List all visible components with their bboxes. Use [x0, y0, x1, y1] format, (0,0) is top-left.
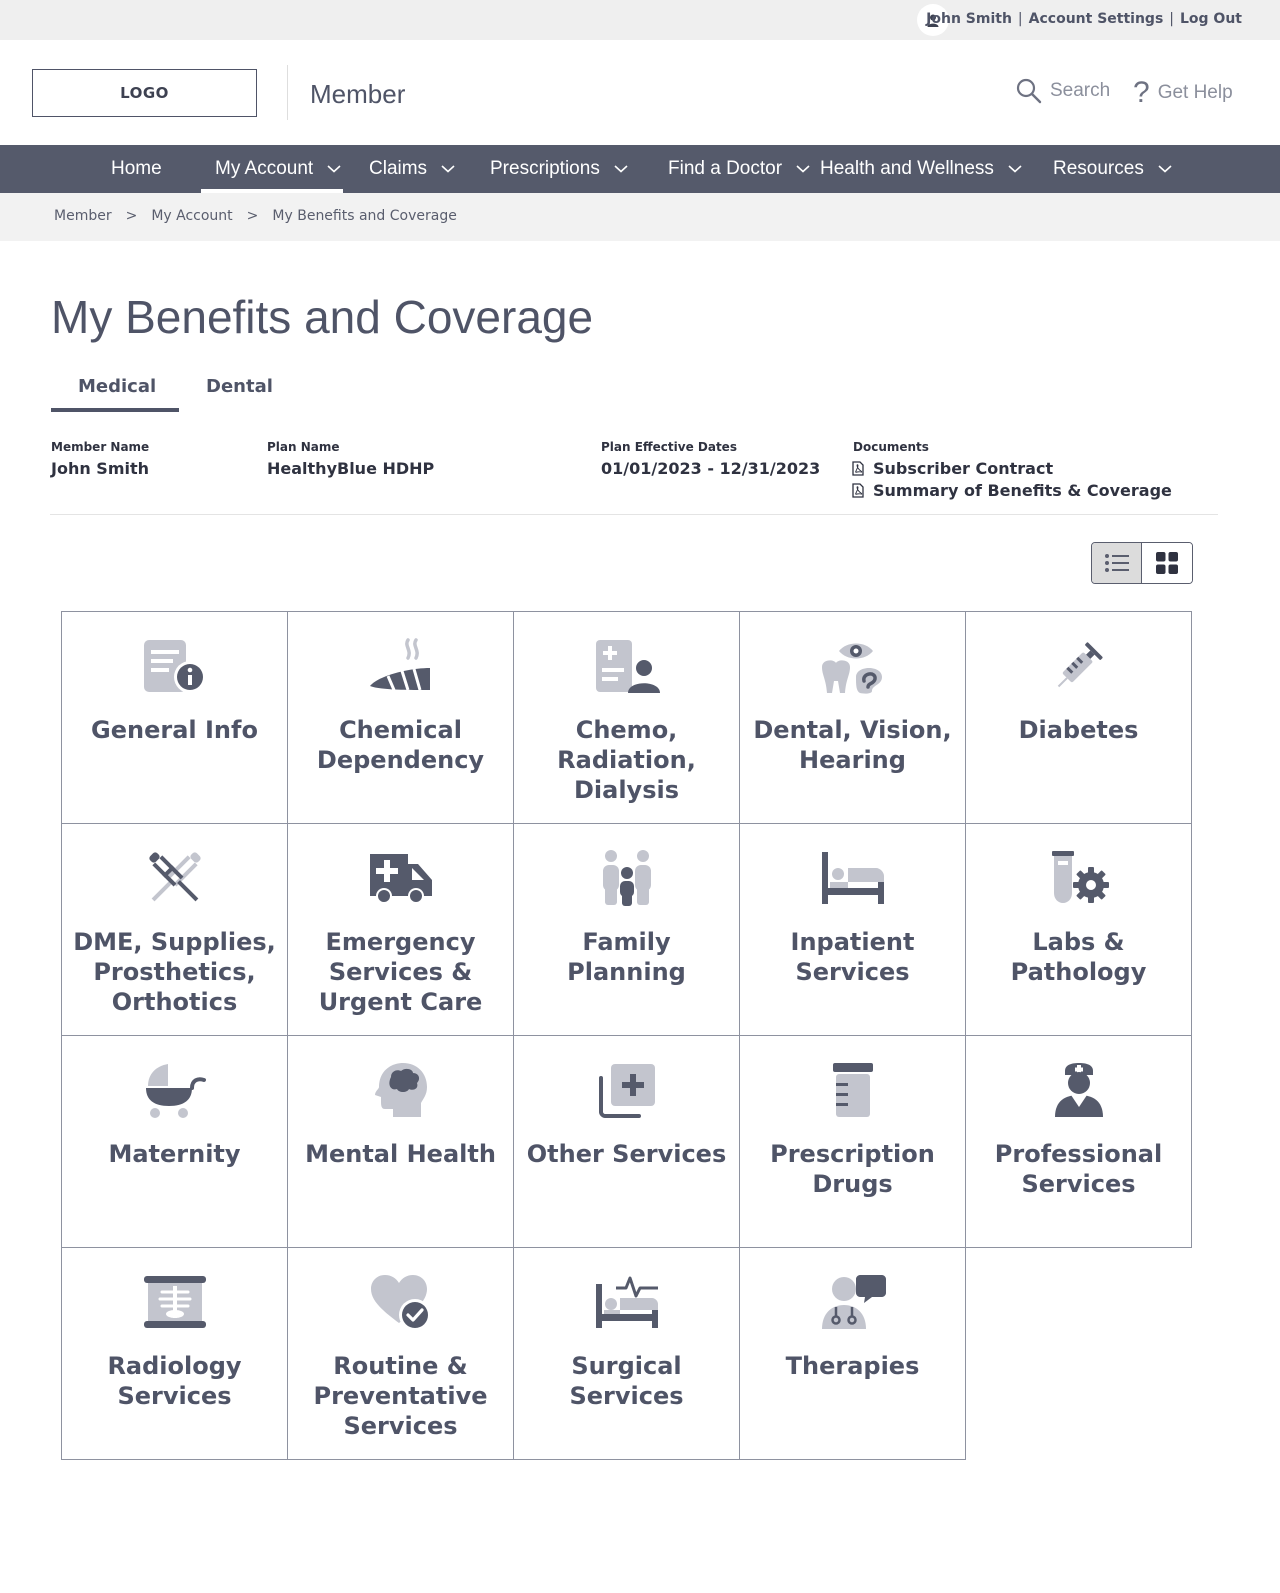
tile-radiology-services[interactable] — [61, 1247, 288, 1460]
documents-label: Documents — [853, 440, 929, 454]
breadcrumb-current: My Benefits and Coverage — [272, 208, 457, 224]
nav-claims[interactable] — [369, 145, 455, 193]
details-divider — [50, 514, 1218, 515]
plan-dates-value: 01/01/2023 - 12/31/2023 — [601, 459, 821, 478]
page-title: My Benefits and Coverage — [51, 291, 594, 343]
tile-label: Labs & Pathology — [1010, 928, 1147, 986]
chevron-down-icon — [1158, 165, 1172, 173]
tile-maternity[interactable] — [61, 1035, 288, 1248]
tile-other-services[interactable] — [513, 1035, 740, 1248]
baby-carriage-icon — [140, 1060, 210, 1120]
pdf-icon — [852, 461, 864, 476]
tile-label: Routine & Preventative Services — [313, 1352, 488, 1440]
nav-label: Prescriptions — [490, 158, 600, 179]
hospital-bed-icon — [818, 848, 888, 908]
nav-label: My Account — [215, 158, 314, 179]
stacked-plus-icon — [592, 1060, 662, 1120]
account-links — [926, 11, 1242, 27]
test-tube-gear-icon — [1044, 848, 1114, 908]
breadcrumb — [54, 208, 457, 224]
tile-chemo-radiation-dialysis[interactable] — [513, 611, 740, 824]
separator: | — [1169, 11, 1174, 27]
tile-label: Radiology Services — [107, 1352, 242, 1410]
breadcrumb-member[interactable]: Member — [54, 208, 112, 224]
account-settings-link[interactable]: Account Settings — [1028, 11, 1164, 27]
nav-prescriptions[interactable] — [490, 145, 628, 193]
family-icon — [592, 848, 662, 908]
plan-name-label: Plan Name — [267, 440, 340, 454]
chevron-down-icon — [441, 165, 455, 173]
tile-label: Diabetes — [1018, 716, 1139, 744]
tile-mental-health[interactable] — [287, 1035, 514, 1248]
plan-name-value: HealthyBlue HDHP — [267, 459, 435, 478]
xray-icon — [140, 1272, 210, 1332]
tile-surgical-services[interactable] — [513, 1247, 740, 1460]
nav-label: Home — [111, 158, 162, 179]
tile-therapies[interactable] — [739, 1247, 966, 1460]
help-button[interactable] — [1133, 78, 1233, 108]
search-button[interactable] — [1016, 78, 1110, 104]
tile-label: General Info — [91, 716, 258, 744]
subscriber-contract-link[interactable] — [852, 459, 1053, 478]
tile-prescription-drugs[interactable] — [739, 1035, 966, 1248]
breadcrumb-separator: > — [246, 208, 259, 224]
syringe-icon — [1044, 636, 1114, 696]
tile-label: Surgical Services — [569, 1352, 684, 1410]
tile-label: Therapies — [785, 1352, 920, 1380]
head-brain-icon — [366, 1060, 436, 1120]
help-label: Get Help — [1157, 82, 1233, 103]
chevron-down-icon — [1008, 165, 1022, 173]
nav-label: Resources — [1053, 158, 1144, 179]
list-view-button[interactable] — [1092, 543, 1142, 583]
document-label: Subscriber Contract — [873, 459, 1054, 478]
chevron-down-icon — [614, 165, 628, 173]
tile-general-info[interactable] — [61, 611, 288, 824]
tile-label: Family Planning — [567, 928, 686, 986]
tile-professional-services[interactable] — [965, 1035, 1192, 1248]
tile-label: Inpatient Services — [790, 928, 915, 986]
nav-health-and-wellness[interactable] — [820, 145, 1022, 193]
nav-label: Find a Doctor — [668, 158, 783, 179]
log-out-link[interactable]: Log Out — [1180, 11, 1242, 27]
view-toggle — [1091, 542, 1193, 584]
nav-label: Claims — [369, 158, 428, 179]
breadcrumb-my-account[interactable]: My Account — [151, 208, 233, 224]
medical-chart-patient-icon — [592, 636, 662, 696]
tile-labs-pathology[interactable] — [965, 823, 1192, 1036]
tile-diabetes[interactable] — [965, 611, 1192, 824]
separator: | — [1017, 11, 1023, 27]
tile-label: Chemical Dependency — [316, 716, 485, 774]
tooth-eye-ear-icon — [818, 636, 888, 696]
grid-icon — [1156, 552, 1178, 574]
logo[interactable]: LOGO — [32, 69, 257, 117]
heart-check-icon — [366, 1272, 436, 1332]
tile-emergency-services[interactable] — [287, 823, 514, 1036]
user-name-link[interactable]: John Smith — [926, 11, 1012, 27]
nav-find-a-doctor[interactable] — [668, 145, 810, 193]
nav-resources[interactable] — [1053, 145, 1172, 193]
tile-label: Mental Health — [305, 1140, 496, 1168]
header-divider — [287, 65, 288, 120]
tile-label: DME, Supplies, Prosthetics, Orthotics — [73, 928, 276, 1016]
doctor-chat-icon — [818, 1272, 888, 1332]
tile-label: Prescription Drugs — [770, 1140, 935, 1198]
tile-label: Other Services — [526, 1140, 727, 1168]
tile-chemical-dependency[interactable] — [287, 611, 514, 824]
question-icon: ? — [1133, 76, 1150, 109]
tile-inpatient-services[interactable] — [739, 823, 966, 1036]
chevron-down-icon — [327, 165, 341, 173]
portal-name: Member — [310, 79, 406, 109]
breadcrumb-separator: > — [125, 208, 138, 224]
bed-heartbeat-icon — [592, 1272, 662, 1332]
plan-dates-label: Plan Effective Dates — [601, 440, 737, 454]
tile-label: Chemo, Radiation, Dialysis — [557, 716, 696, 804]
site-header — [0, 40, 1280, 145]
pdf-icon — [852, 483, 864, 498]
search-icon — [1016, 78, 1042, 104]
tile-label: Emergency Services & Urgent Care — [318, 928, 483, 1016]
tile-label: Dental, Vision, Hearing — [753, 716, 952, 774]
pill-bottle-icon — [818, 1060, 888, 1120]
document-info-icon — [140, 636, 210, 696]
crutches-icon — [140, 848, 210, 908]
search-label: Search — [1050, 80, 1111, 101]
benefit-tiles — [61, 611, 1192, 1460]
list-icon — [1104, 553, 1130, 573]
tile-family-planning[interactable] — [513, 823, 740, 1036]
tile-label: Maternity — [108, 1140, 241, 1168]
tile-dme-supplies[interactable] — [61, 823, 288, 1036]
main-nav — [0, 145, 1280, 193]
document-label: Summary of Benefits & Coverage — [873, 481, 1172, 500]
tile-label: Professional Services — [994, 1140, 1163, 1198]
tile-routine-preventative[interactable] — [287, 1247, 514, 1460]
tile-dental-vision-hearing[interactable] — [739, 611, 966, 824]
breadcrumb-bar — [0, 193, 1280, 241]
tab-dental[interactable]: Dental — [206, 376, 273, 397]
utility-bar — [0, 0, 1280, 40]
cigar-smoke-icon — [366, 636, 436, 696]
nurse-icon — [1044, 1060, 1114, 1120]
active-tab-indicator — [51, 408, 179, 412]
ambulance-icon — [366, 848, 436, 908]
nav-label: Health and Wellness — [820, 158, 994, 179]
nav-my-account[interactable] — [215, 145, 341, 193]
member-name-value: John Smith — [51, 459, 150, 478]
summary-of-benefits-link[interactable] — [852, 481, 1172, 500]
chevron-down-icon — [796, 165, 810, 173]
tab-medical[interactable]: Medical — [78, 376, 157, 397]
grid-view-button[interactable] — [1142, 543, 1192, 583]
member-name-label: Member Name — [51, 440, 150, 454]
nav-home[interactable] — [111, 145, 162, 193]
